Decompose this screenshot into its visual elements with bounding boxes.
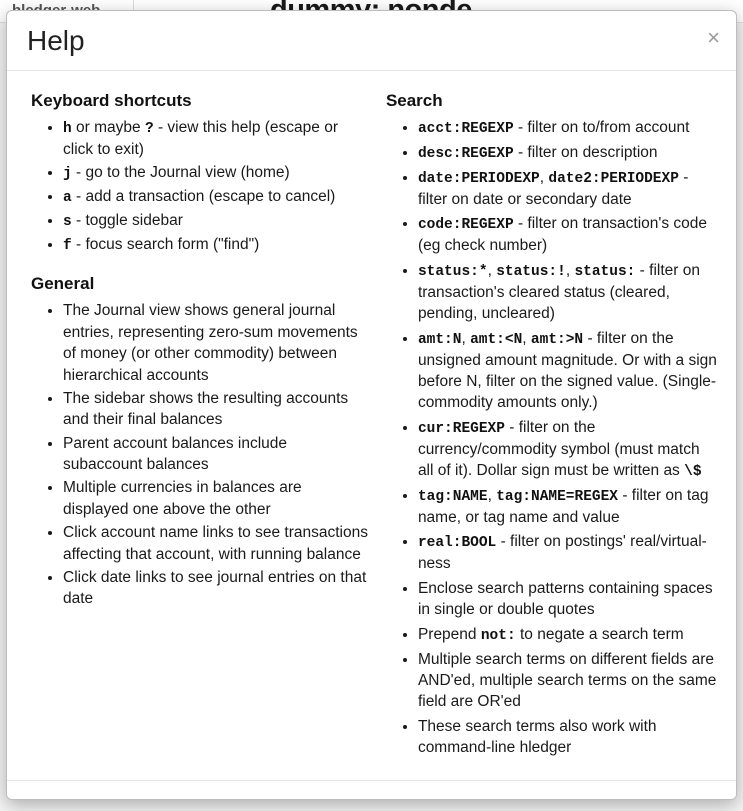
list-item: • s - toggle sidebar [63,210,370,232]
code-token: f [63,238,72,255]
code-token: amt:<N [470,331,523,348]
list-item: • tag:NAME, tag:NAME=REGEX - filter on tag name, or tag name and value [418,485,718,528]
code-token: ? [144,121,154,137]
code-token: code:REGEXP [417,217,514,234]
code-token: a [63,190,72,207]
code-token: status:! [496,263,566,280]
list-item: • Parent account balances include subaccount balances [63,433,370,476]
list-item: • Click account name links to see transactions affecting that account, with running balance [63,522,370,565]
code-token: date:PERIODEXP [417,171,540,187]
list-item: • cur:REGEXP - filter on the currency/commodity symbol (must match all of it). Dollar sign must be written as \$ [418,417,718,482]
list-item: • Prepend not: to negate a search term [418,624,718,646]
code-token: not: [480,627,516,644]
list-item: • Enclose search patterns containing spaces in single or double quotes [418,578,718,621]
list-item: • f - focus search form ("find") [63,234,370,256]
code-token: desc:REGEXP [417,146,514,162]
code-token: status:* [417,263,488,280]
list-item: • j - go to the Journal view (home) [63,162,370,184]
list-item: • status:*, status:!, status: - filter on transaction's cleared status (cleared, pending, uncleared) [418,260,718,325]
help-list [380,117,718,758]
section-heading: Keyboard shortcuts [31,91,192,110]
code-token: j [63,166,72,183]
list-item: • desc:REGEXP - filter on description [418,142,718,164]
code-token: acct:REGEXP [417,121,514,137]
code-token: real:BOOL [417,535,497,552]
list-item: • Multiple currencies in balances are displayed one above the other [63,477,370,520]
help-list [25,300,370,609]
section-heading: General [31,274,95,294]
list-item: • amt:N, amt:<N, amt:>N - filter on the unsigned amount magnitude. Or with a sign before N, filter on the signed value. (Single-commodity amounts only.) [418,328,718,414]
code-token: tag:NAME [417,489,488,505]
code-token: date2:PERIODEXP [548,171,679,187]
help-column-right [380,85,718,761]
list-item: • real:BOOL - filter on postings' real/virtual-ness [418,531,718,574]
code-token: amt:>N [530,331,584,348]
code-token: cur:REGEXP [417,420,505,437]
list-item: • The Journal view shows general journal entries, representing zero-sum movements of money (or other commodity) between hierarchical accounts [63,300,370,386]
section-heading: Search [385,91,443,110]
list-item: • Click date links to see journal entries on that date [63,567,370,610]
help-list [25,117,370,256]
list-item: • The sidebar shows the resulting accounts and their final balances [63,388,370,431]
code-token: amt:N [417,331,462,348]
list-item: • a - add a transaction (escape to cancel) [63,186,370,208]
help-modal-title: Help [27,25,85,56]
list-item: • Multiple search terms on different fields are AND'ed, multiple search terms on the same field are OR'ed [418,649,718,713]
close-icon[interactable]: × [707,25,720,50]
code-token: h [63,121,72,137]
list-item: • code:REGEXP - filter on transaction's code (eg check number) [418,213,718,256]
code-token: s [63,214,72,231]
list-item: • acct:REGEXP - filter on to/from account [418,117,718,139]
list-item: • These search terms also work with command-line hledger [418,716,718,759]
help-modal-body [7,71,736,799]
code-token: status: [574,263,636,280]
help-column-left [25,85,380,761]
help-modal-footer [7,780,736,799]
list-item: • date:PERIODEXP, date2:PERIODEXP - filter on date or secondary date [418,167,718,210]
code-token: tag:NAME=REGEX [496,489,619,505]
help-modal-header [7,11,736,71]
help-modal [6,10,737,800]
list-item: • h or maybe ? - view this help (escape or click to exit) [63,117,370,160]
code-token: \$ [684,464,702,480]
